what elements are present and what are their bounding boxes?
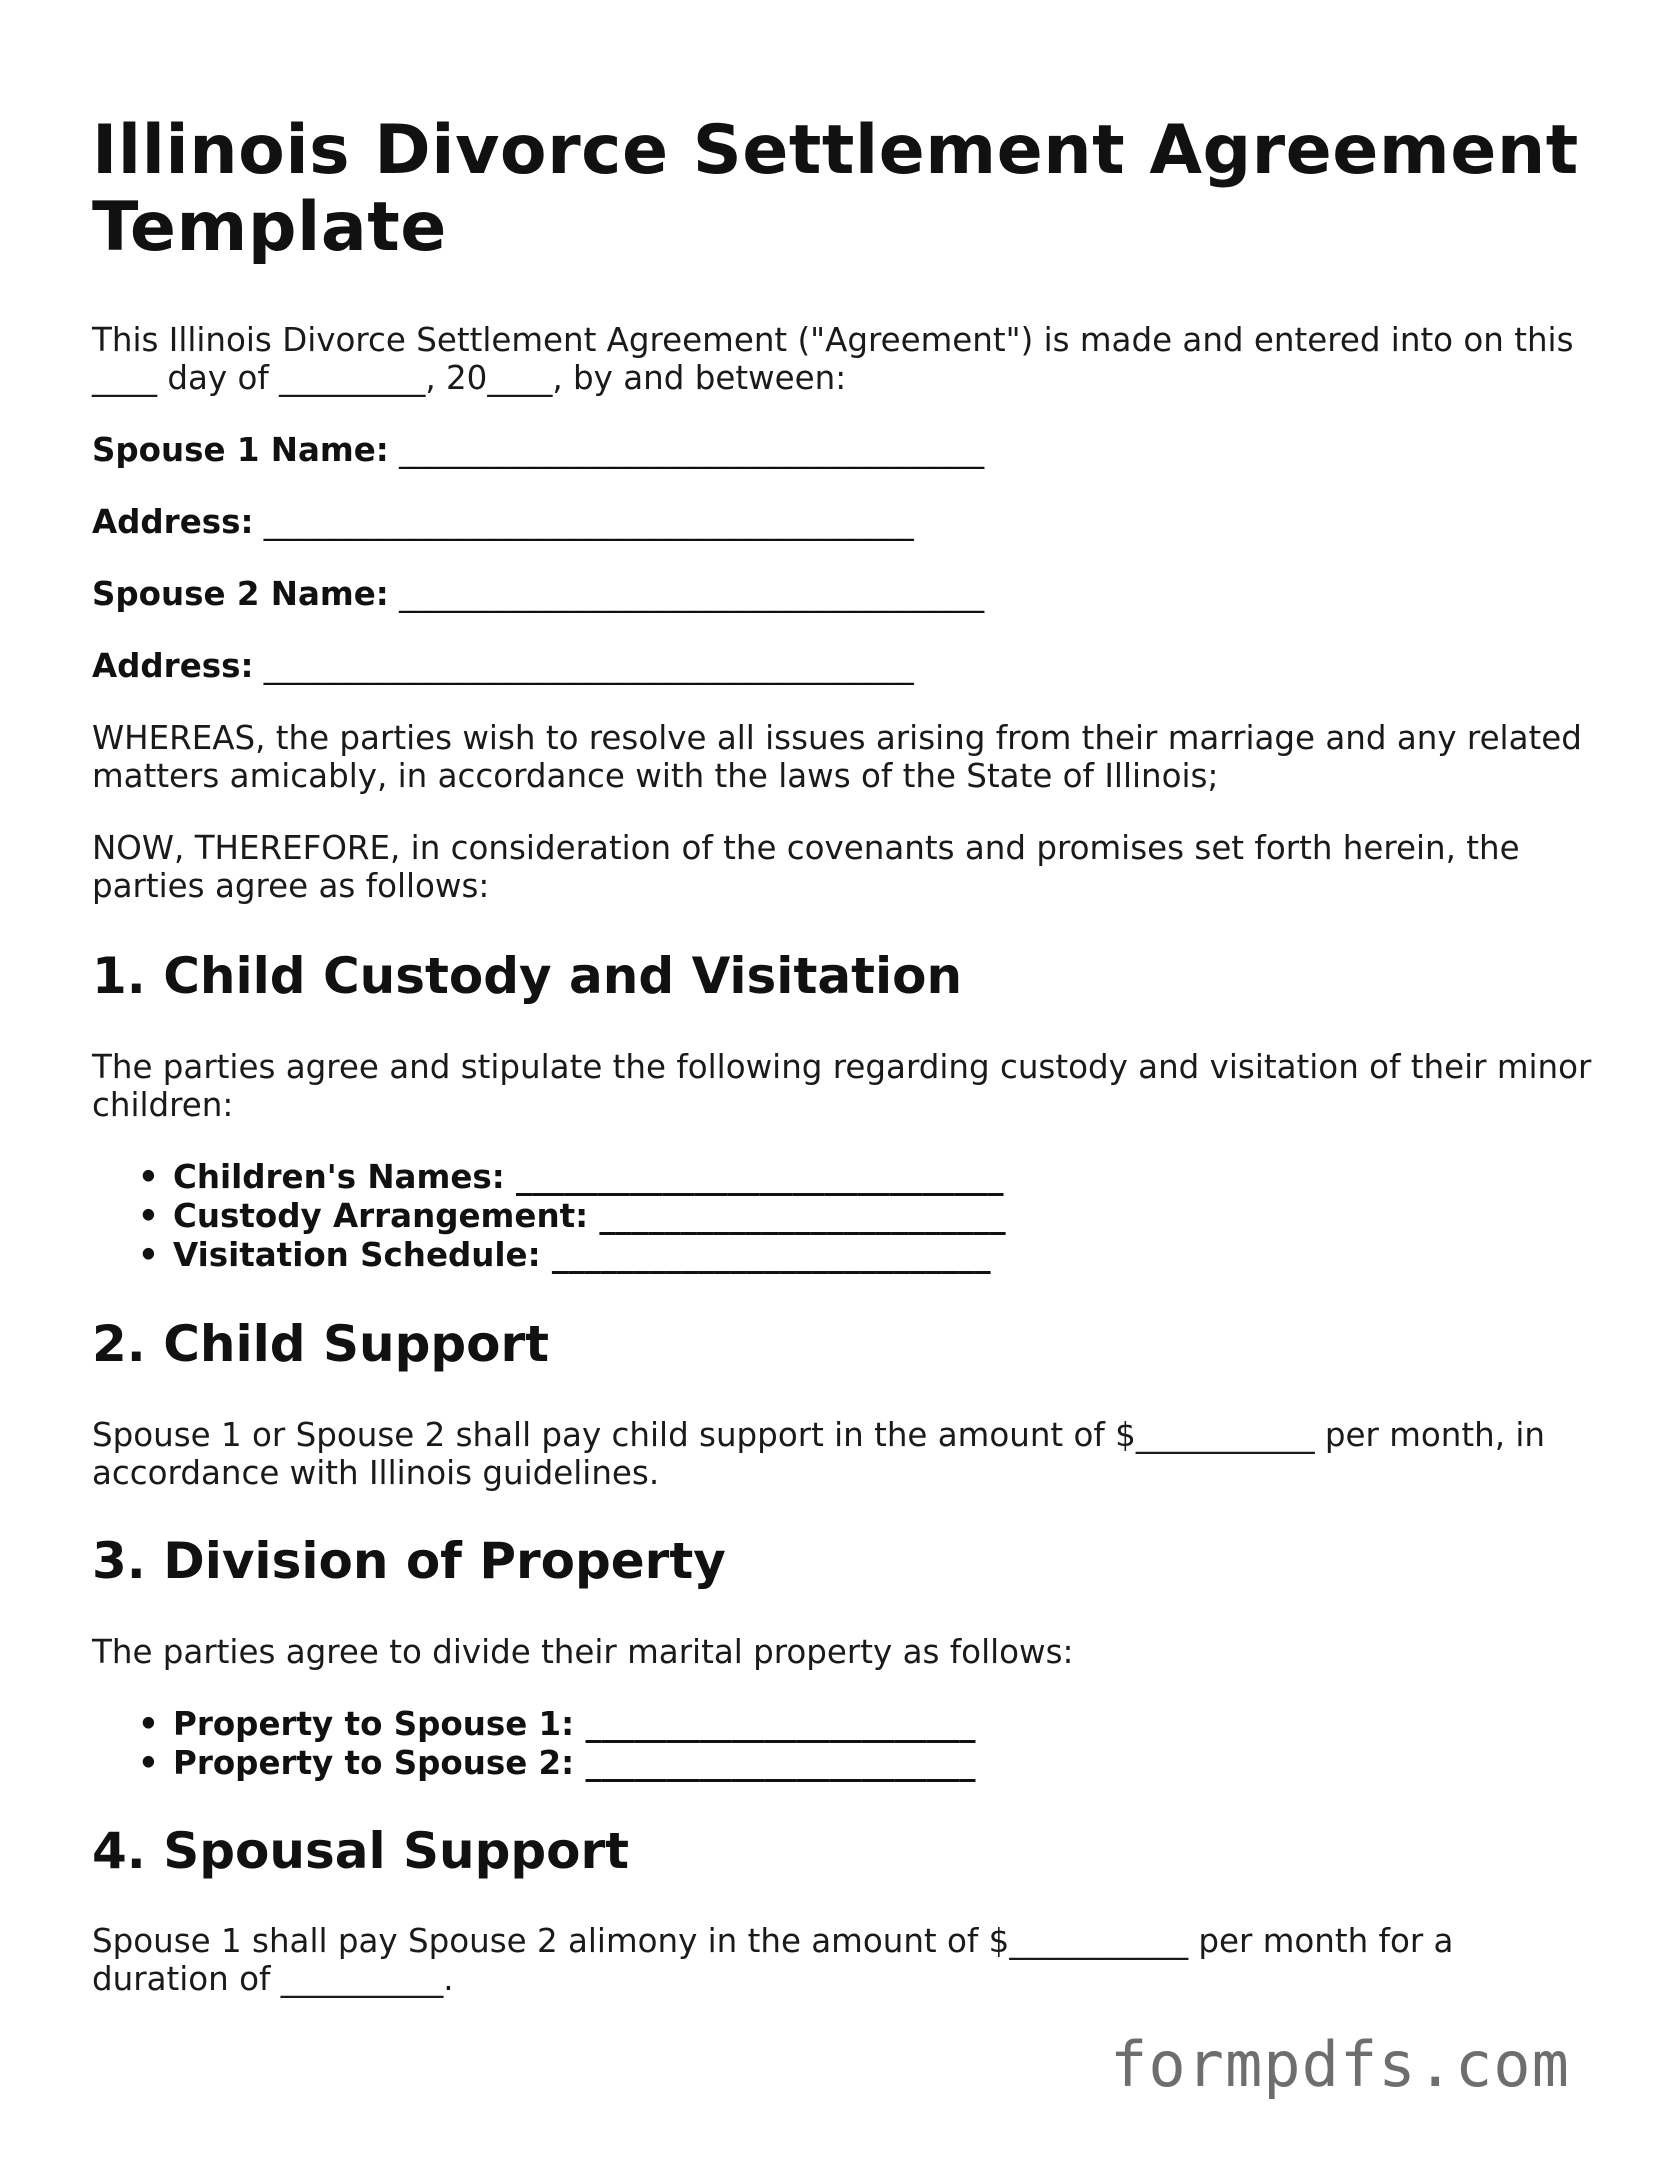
spouse1-address-field bbox=[92, 503, 914, 541]
spouse1-address-label: Address: bbox=[92, 503, 254, 541]
list-item-children-names: • Children's Names: ______________________________ bbox=[138, 1158, 1004, 1196]
division-of-property-list bbox=[92, 1705, 976, 1783]
spousal-support-text: Spouse 1 shall pay Spouse 2 alimony in the amount of $___________ per month for a duration of __________. bbox=[92, 1922, 1464, 1998]
list-item-custody-arrangement: • Custody Arrangement: _________________________ bbox=[138, 1197, 1006, 1235]
section-heading-spousal-support: 4. Spousal Support bbox=[92, 1822, 630, 1880]
document-title: Illinois Divorce Settlement Agreement Template bbox=[92, 111, 1579, 267]
child-custody-list bbox=[92, 1158, 1006, 1275]
intro-paragraph: This Illinois Divorce Settlement Agreement ("Agreement") is made and entered into on this ____ day of _________, 20____, by and between: bbox=[92, 321, 1584, 397]
section-heading-child-custody: 1. Child Custody and Visitation bbox=[92, 947, 963, 1005]
child-support-text: Spouse 1 or Spouse 2 shall pay child support in the amount of $___________ per month, in accordance with Illinois guidelines. bbox=[92, 1416, 1556, 1492]
list-item-property-spouse2: • Property to Spouse 2: ________________________ bbox=[138, 1744, 976, 1782]
division-of-property-text: The parties agree to divide their marital property as follows: bbox=[92, 1633, 1074, 1671]
section-heading-child-support: 2. Child Support bbox=[92, 1315, 550, 1373]
bullet-icon: • bbox=[138, 1744, 159, 1782]
section-heading-division-of-property: 3. Division of Property bbox=[92, 1532, 726, 1590]
spouse2-address-label: Address: bbox=[92, 647, 254, 685]
spouse2-address-blank: ________________________________________ bbox=[263, 647, 914, 685]
list-item-visitation-schedule: • Visitation Schedule: ___________________________ bbox=[138, 1236, 991, 1274]
whereas-paragraph: WHEREAS, the parties wish to resolve all issues arising from their marriage and any related matters amicably, in accordance with the laws of the State of Illinois; bbox=[92, 719, 1593, 795]
bullet-icon: • bbox=[138, 1236, 159, 1274]
now-therefore-paragraph: NOW, THEREFORE, in consideration of the covenants and promises set forth herein, the parties agree as follows: bbox=[92, 829, 1530, 905]
spouse2-name-field bbox=[92, 575, 984, 613]
watermark-text: formpdfs.com bbox=[1110, 2028, 1570, 2101]
list-item-property-spouse1: • Property to Spouse 1: ________________________ bbox=[138, 1705, 976, 1743]
spouse1-name-blank: ____________________________________ bbox=[399, 431, 985, 469]
spouse2-name-label: Spouse 2 Name: bbox=[92, 575, 389, 613]
bullet-icon: • bbox=[138, 1158, 159, 1196]
spouse2-name-blank: ____________________________________ bbox=[399, 575, 985, 613]
bullet-icon: • bbox=[138, 1197, 159, 1235]
spouse2-address-field bbox=[92, 647, 914, 685]
spouse1-name-field bbox=[92, 431, 984, 469]
bullet-icon: • bbox=[138, 1705, 159, 1743]
child-custody-text: The parties agree and stipulate the following regarding custody and visitation of their minor children: bbox=[92, 1048, 1602, 1124]
spouse1-address-blank: ________________________________________ bbox=[263, 503, 914, 541]
spouse1-name-label: Spouse 1 Name: bbox=[92, 431, 389, 469]
